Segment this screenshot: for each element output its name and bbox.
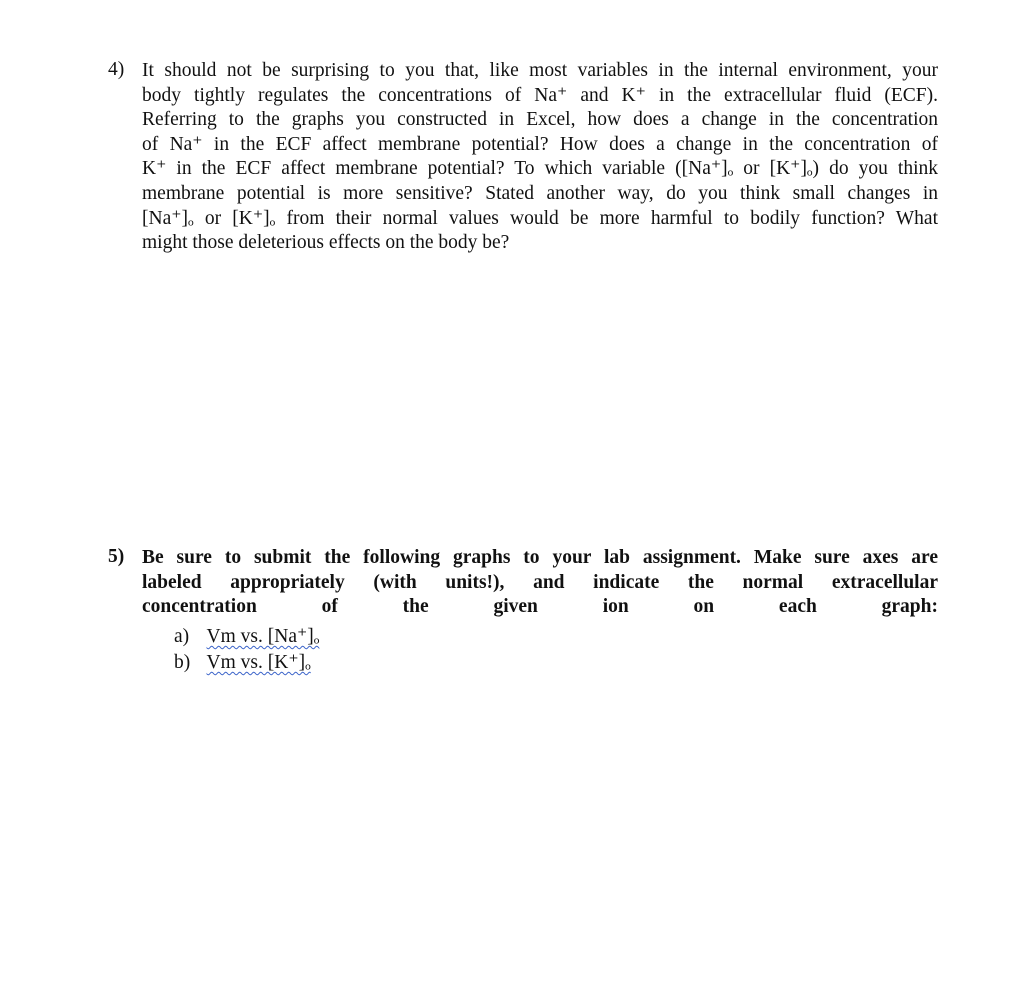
q4-line-7: [Na⁺]ₒ or [K⁺]ₒ from their normal values would be more harmful to bodily function? What bbox=[142, 207, 938, 229]
question-4-number: 4) bbox=[108, 59, 125, 80]
q4-line-5: K⁺ in the ECF affect membrane potential? To which variable ([Na⁺]ₒ or [K⁺]ₒ) do you think bbox=[142, 158, 938, 180]
graph-item-a-label: a) bbox=[174, 626, 190, 647]
q4-line-6: membrane potential is more sensitive? Stated another way, do you think small changes in bbox=[142, 182, 938, 204]
graph-item-a-text: Vm vs. [Na⁺]ₒ bbox=[206, 626, 320, 647]
graph-item-b bbox=[174, 650, 319, 676]
q5-line-3: concentration of the given ion on each graph: bbox=[142, 596, 938, 618]
graph-item-a bbox=[174, 624, 319, 650]
question-4 bbox=[108, 59, 938, 256]
q4-line-2: body tightly regulates the concentrations of Na⁺ and K⁺ in the extracellular fluid (ECF). bbox=[142, 84, 938, 106]
graph-list bbox=[174, 624, 319, 676]
q4-line-3: Referring to the graphs you constructed in Excel, how does a change in the concentration bbox=[142, 109, 938, 131]
q4-line-4: of Na⁺ in the ECF affect membrane potential? How does a change in the concentration of bbox=[142, 133, 938, 155]
q4-line-8: might those deleterious effects on the body be? bbox=[142, 232, 510, 254]
question-5-body bbox=[142, 546, 938, 620]
question-5-number: 5) bbox=[108, 546, 125, 567]
question-4-body bbox=[142, 59, 938, 256]
q4-line-1: It should not be surprising to you that, like most variables in the internal environment, your bbox=[142, 60, 938, 81]
graph-item-b-text: Vm vs. [K⁺]ₒ bbox=[206, 652, 311, 673]
question-5 bbox=[108, 546, 938, 620]
q5-line-1: Be sure to submit the following graphs to your lab assignment. Make sure axes are bbox=[142, 547, 938, 568]
graph-item-b-label: b) bbox=[174, 652, 191, 673]
q5-line-2: labeled appropriately (with units!), and indicate the normal extracellular bbox=[142, 571, 938, 593]
